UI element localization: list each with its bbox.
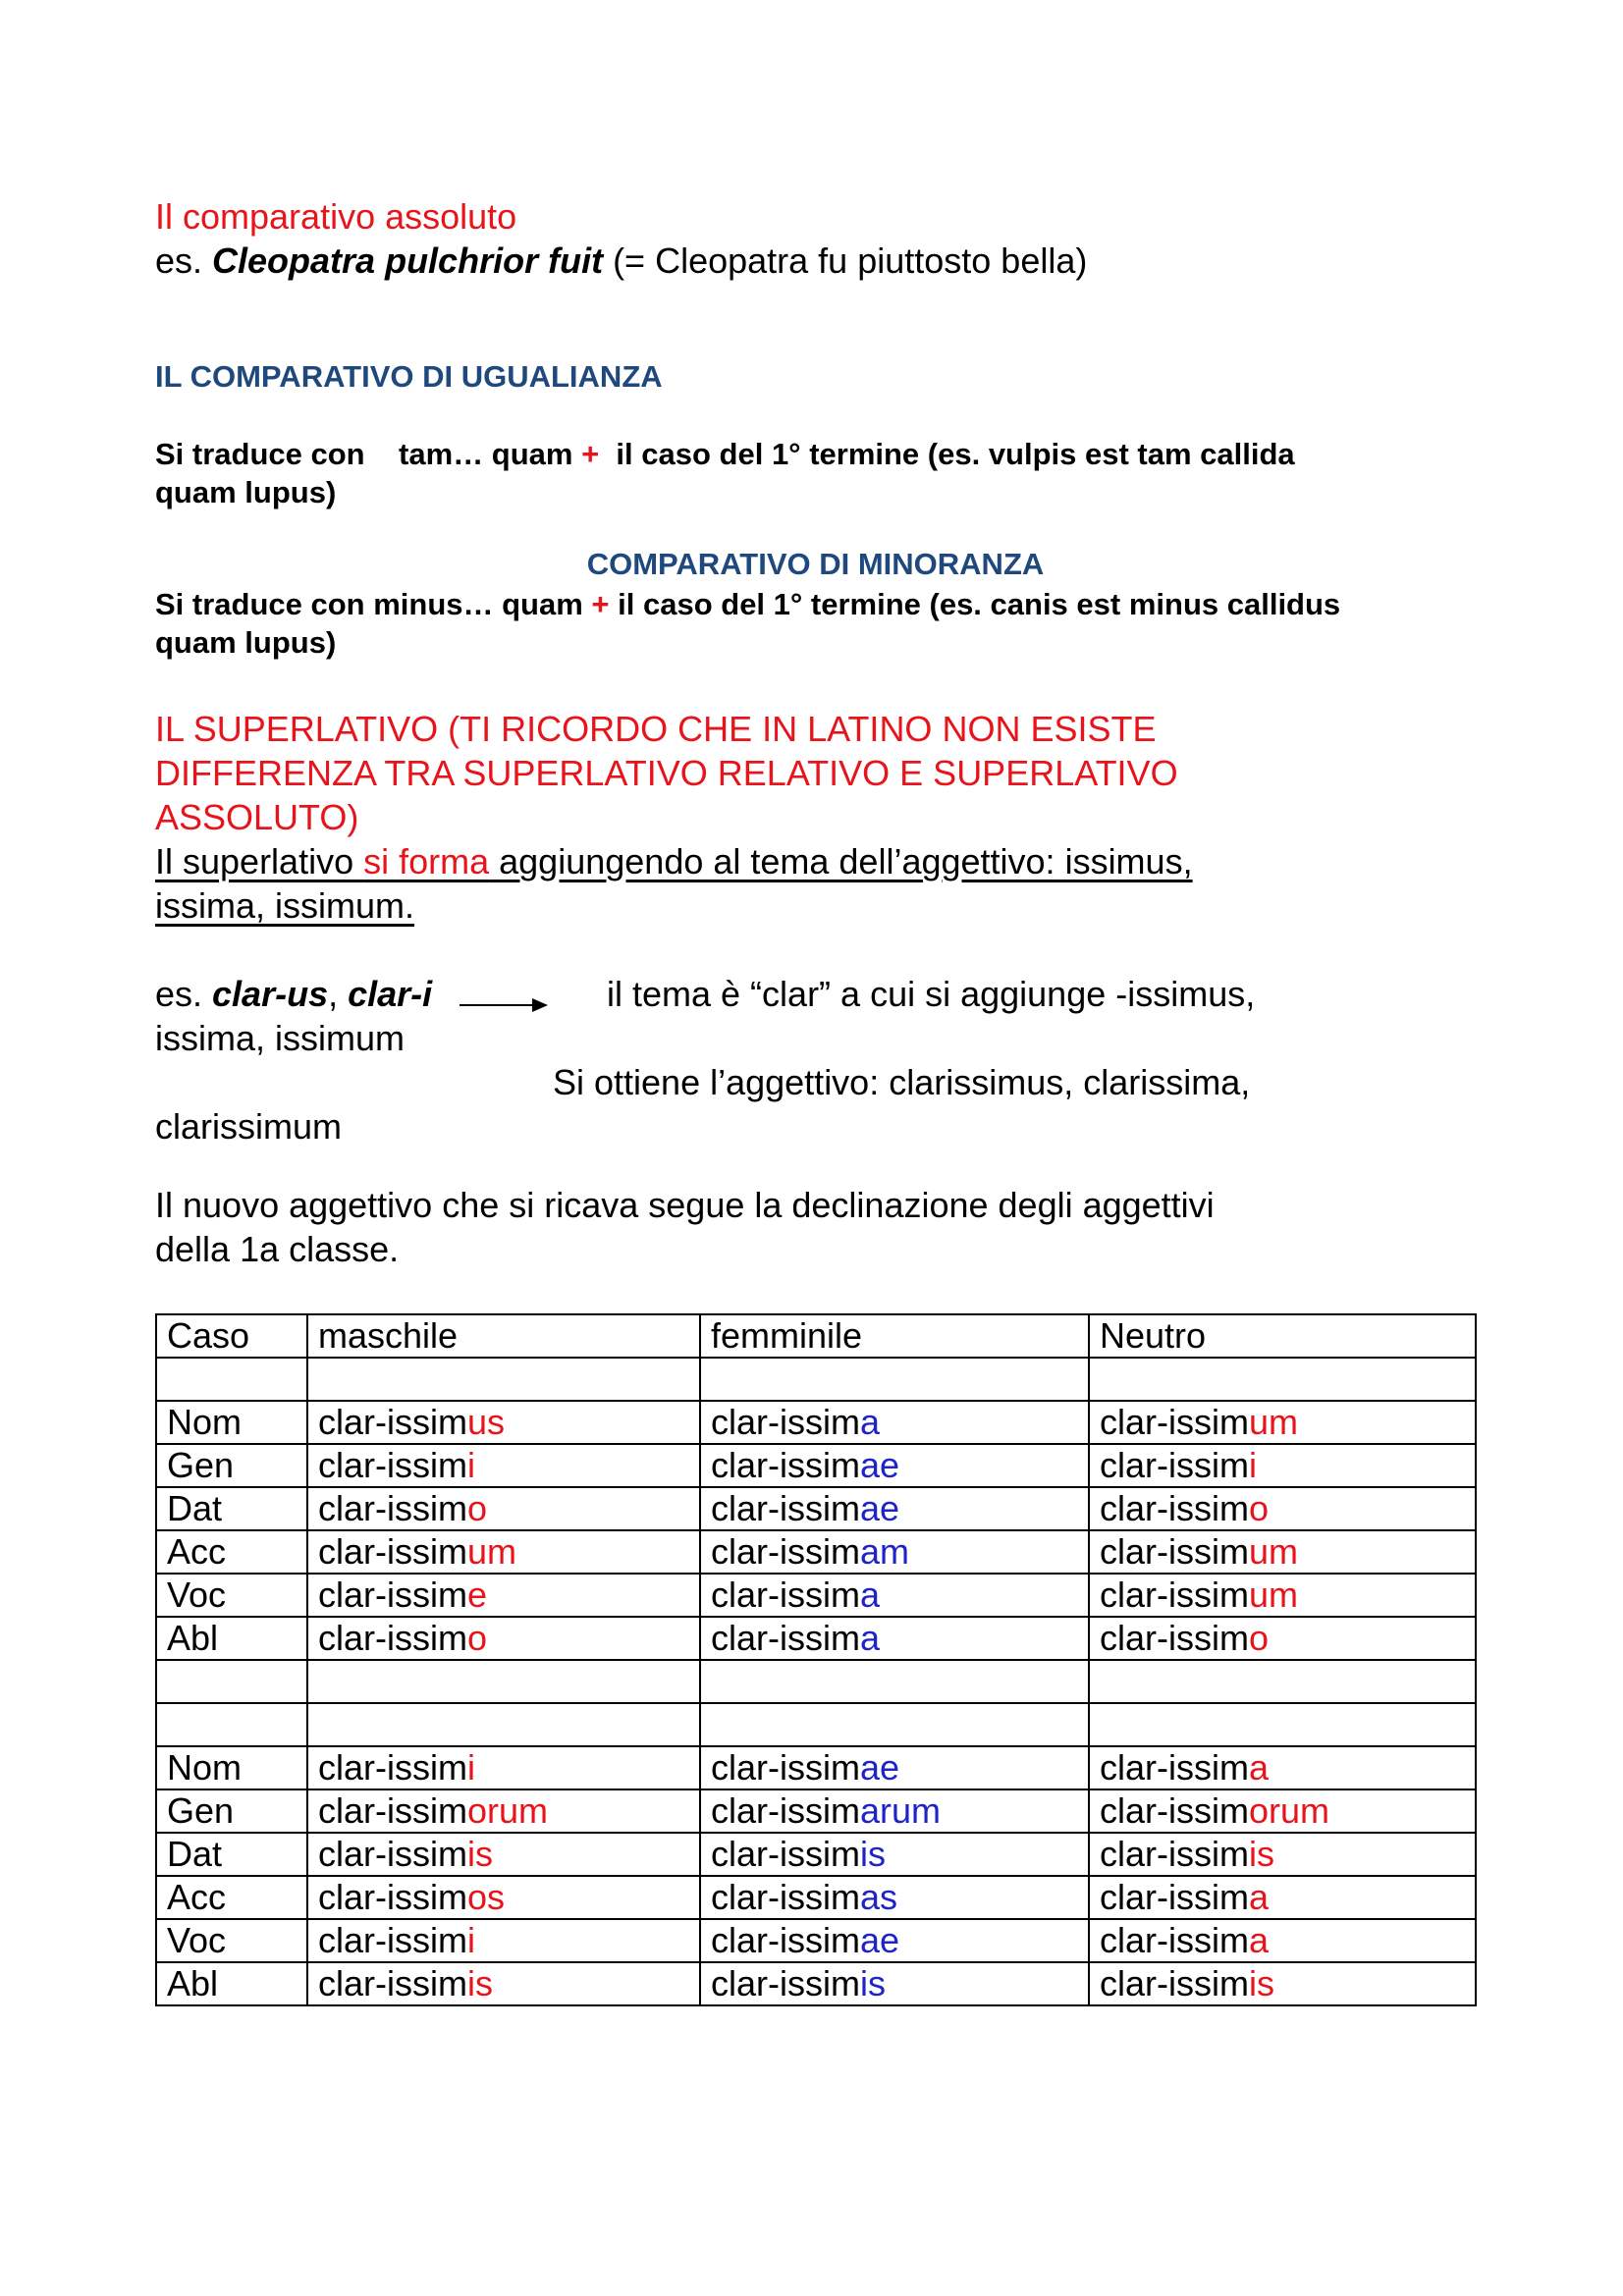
table-cell-form (307, 1487, 700, 1530)
table-row-sing-gen (156, 1444, 1476, 1487)
table-cell-form (307, 1401, 700, 1444)
header-femminile: femminile (700, 1314, 1089, 1358)
table-cell-form (1089, 1530, 1476, 1574)
superlative-result-line2: clarissimum (155, 1106, 343, 1147)
table-cell-empty (307, 1660, 700, 1703)
table-cell-case: Acc (156, 1530, 307, 1574)
table-cell-form (1089, 1487, 1476, 1530)
title-superlativo-line3: ASSOLUTO) (155, 797, 359, 837)
table-cell-case: Abl (156, 1962, 307, 2005)
ending: ae (859, 1445, 900, 1485)
ending: i (1248, 1445, 1257, 1485)
stem: clar-issim (318, 1402, 467, 1442)
table-cell-form (307, 1746, 700, 1789)
highlight-si-forma: si forma (363, 841, 490, 881)
table-row-plur-abl (156, 1962, 1476, 2005)
table-cell-empty (156, 1358, 307, 1401)
table-cell-empty (700, 1660, 1089, 1703)
stem: clar-issim (318, 1445, 467, 1485)
ending: us (466, 1402, 506, 1442)
title-superlativo-line2: DIFFERENZA TRA SUPERLATIVO RELATIVO E SUPERLATIVO (155, 753, 1178, 793)
ending: is (1248, 1963, 1274, 2003)
table-cell-form (1089, 1444, 1476, 1487)
stem: clar-issim (1100, 1445, 1249, 1485)
table-cell-form (700, 1617, 1089, 1660)
header-neutro: Neutro (1089, 1314, 1476, 1358)
stem: clar-issim (318, 1920, 467, 1960)
ending: is (859, 1963, 886, 2003)
table-cell-form (307, 1530, 700, 1574)
table-cell-case: Gen (156, 1789, 307, 1833)
table-cell-form (700, 1919, 1089, 1962)
ending: arum (859, 1790, 942, 1831)
declension-table-body (156, 1314, 1476, 2005)
table-cell-form (307, 1789, 700, 1833)
table-cell-form (700, 1789, 1089, 1833)
table-row-plur-gen (156, 1789, 1476, 1833)
table-cell-form (307, 1574, 700, 1617)
stem: clar-issim (1100, 1531, 1249, 1572)
table-cell-form (307, 1876, 700, 1919)
ending: o (466, 1618, 488, 1658)
ending: is (1248, 1834, 1274, 1874)
stem: clar-issim (318, 1618, 467, 1658)
table-row-empty (156, 1703, 1476, 1746)
stem: clar-issim (1100, 1488, 1249, 1528)
table-cell-form (307, 1833, 700, 1876)
superlative-rule-line1: Il superlativo si forma aggiungendo al tema dell’aggettivo: issimus, (155, 841, 1193, 881)
table-cell-form (700, 1833, 1089, 1876)
stem: clar-issim (318, 1834, 467, 1874)
table-cell-empty (1089, 1660, 1476, 1703)
stem: clar-issim (711, 1920, 860, 1960)
table-cell-form (1089, 1401, 1476, 1444)
stem: clar-issim (711, 1618, 860, 1658)
stem: clar-issim (318, 1531, 467, 1572)
ending: um (1248, 1402, 1298, 1442)
ending: os (466, 1877, 506, 1917)
declension-note-line2: della 1a classe. (155, 1229, 400, 1269)
table-cell-form (700, 1444, 1089, 1487)
superlative-rule-line2: issima, issimum. (155, 885, 415, 926)
declension-table (155, 1313, 1477, 2006)
ending: a (1248, 1920, 1270, 1960)
title-comparativo-minoranza: COMPARATIVO DI MINORANZA (586, 547, 1045, 581)
stem: clar-issim (711, 1747, 860, 1788)
stem: clar-issim (318, 1488, 467, 1528)
table-cell-form (1089, 1919, 1476, 1962)
header-caso: Caso (156, 1314, 307, 1358)
ending: o (1248, 1618, 1270, 1658)
table-row-sing-dat (156, 1487, 1476, 1530)
table-header-row (156, 1314, 1476, 1358)
table-row-sing-nom (156, 1401, 1476, 1444)
table-cell-form (1089, 1574, 1476, 1617)
ending: o (466, 1488, 488, 1528)
stem: clar-issim (1100, 1790, 1249, 1831)
table-cell-case: Dat (156, 1833, 307, 1876)
superlative-example-text: il tema è “clar” a cui si aggiunge -issimus, (607, 974, 1256, 1014)
table-cell-form (1089, 1789, 1476, 1833)
stem: clar-issim (711, 1834, 860, 1874)
stem: clar-issim (318, 1877, 467, 1917)
ending: um (1248, 1531, 1298, 1572)
table-cell-case: Abl (156, 1617, 307, 1660)
table-cell-empty (156, 1660, 307, 1703)
table-row-plur-dat (156, 1833, 1476, 1876)
table-cell-form (700, 1746, 1089, 1789)
ending: ae (859, 1747, 900, 1788)
latin-example: Cleopatra pulchrior fuit (212, 240, 604, 281)
table-cell-form (700, 1487, 1089, 1530)
minority-rule-line2: quam lupus) (155, 625, 337, 660)
table-row-empty (156, 1358, 1476, 1401)
table-row-sing-acc (156, 1530, 1476, 1574)
example-comparativo-assoluto: es. Cleopatra pulchrior fuit (= Cleopatra fu piuttosto bella) (155, 240, 1088, 281)
stem: clar-issim (1100, 1920, 1249, 1960)
ending: ae (859, 1920, 900, 1960)
table-cell-case: Nom (156, 1401, 307, 1444)
arrow-right-icon (460, 995, 548, 1015)
ending: am (859, 1531, 909, 1572)
stem: clar-issim (1100, 1877, 1249, 1917)
title-superlativo-line1: IL SUPERLATIVO (TI RICORDO CHE IN LATINO NON ESISTE (155, 709, 1157, 749)
stem: clar-issim (711, 1445, 860, 1485)
ending: o (1248, 1488, 1270, 1528)
table-cell-case: Dat (156, 1487, 307, 1530)
ending: is (466, 1834, 493, 1874)
ending: um (466, 1531, 516, 1572)
table-row-sing-abl (156, 1617, 1476, 1660)
table-cell-empty (700, 1703, 1089, 1746)
stem: clar-issim (1100, 1575, 1249, 1615)
table-cell-case: Nom (156, 1746, 307, 1789)
table-cell-form (1089, 1833, 1476, 1876)
table-row-sing-voc (156, 1574, 1476, 1617)
table-cell-form (1089, 1617, 1476, 1660)
ending: as (859, 1877, 898, 1917)
table-row-plur-nom (156, 1746, 1476, 1789)
equality-rule-line1: Si traduce con tam… quam + il caso del 1° termine (es. vulpis est tam callida (155, 437, 1295, 471)
table-cell-empty (700, 1358, 1089, 1401)
declension-note-line1: Il nuovo aggettivo che si ricava segue la declinazione degli aggettivi (155, 1185, 1215, 1225)
stem: clar-issim (711, 1575, 860, 1615)
ending: is (859, 1834, 886, 1874)
table-cell-form (700, 1401, 1089, 1444)
ending: i (466, 1920, 475, 1960)
ending: orum (466, 1790, 549, 1831)
table-cell-form (307, 1617, 700, 1660)
table-cell-empty (307, 1358, 700, 1401)
ending: is (466, 1963, 493, 2003)
table-cell-empty (156, 1703, 307, 1746)
stem: clar-issim (1100, 1402, 1249, 1442)
superlative-example-line2: issima, issimum (155, 1018, 406, 1058)
plus-sign: + (591, 587, 610, 621)
ending: ae (859, 1488, 900, 1528)
table-cell-form (1089, 1746, 1476, 1789)
table-row-plur-acc (156, 1876, 1476, 1919)
stem: clar-issim (1100, 1618, 1249, 1658)
table-cell-case: Gen (156, 1444, 307, 1487)
table-cell-case: Voc (156, 1919, 307, 1962)
stem: clar-issim (1100, 1834, 1249, 1874)
stem: clar-issim (318, 1575, 467, 1615)
superlative-result-line1: Si ottiene l’aggettivo: clarissimus, clarissima, (553, 1062, 1251, 1102)
table-cell-empty (1089, 1703, 1476, 1746)
stem: clar-issim (711, 1963, 860, 2003)
table-cell-form (307, 1919, 700, 1962)
ending: e (466, 1575, 488, 1615)
ending: a (859, 1402, 881, 1442)
stem: clar-issim (1100, 1747, 1249, 1788)
table-cell-form (700, 1530, 1089, 1574)
superlative-example-line1: es. clar-us, clar-i (155, 974, 433, 1014)
table-cell-case: Voc (156, 1574, 307, 1617)
title-comparativo-assoluto: Il comparativo assoluto (155, 196, 517, 237)
ending: i (466, 1747, 475, 1788)
stem: clar-issim (711, 1790, 860, 1831)
ending: orum (1248, 1790, 1330, 1831)
ending: a (859, 1618, 881, 1658)
table-row-plur-voc (156, 1919, 1476, 1962)
ending: i (466, 1445, 475, 1485)
minority-rule-line1: Si traduce con minus… quam + il caso del 1° termine (es. canis est minus callidus (155, 587, 1341, 621)
ending: a (1248, 1877, 1270, 1917)
table-cell-form (307, 1962, 700, 2005)
stem: clar-issim (711, 1488, 860, 1528)
stem: clar-issim (318, 1963, 467, 2003)
ending: a (859, 1575, 881, 1615)
stem: clar-issim (1100, 1963, 1249, 2003)
title-comparativo-uguaglianza: IL COMPARATIVO DI UGUALIANZA (155, 359, 663, 394)
table-cell-form (1089, 1962, 1476, 2005)
table-cell-case: Acc (156, 1876, 307, 1919)
header-maschile: maschile (307, 1314, 700, 1358)
table-cell-form (1089, 1876, 1476, 1919)
ending: a (1248, 1747, 1270, 1788)
table-cell-empty (307, 1703, 700, 1746)
table-cell-empty (1089, 1358, 1476, 1401)
stem: clar-issim (318, 1747, 467, 1788)
stem: clar-issim (711, 1531, 860, 1572)
table-cell-form (700, 1876, 1089, 1919)
plus-sign: + (581, 437, 600, 471)
table-row-empty (156, 1660, 1476, 1703)
equality-rule-line2: quam lupus) (155, 475, 337, 509)
stem: clar-issim (711, 1877, 860, 1917)
stem: clar-issim (711, 1402, 860, 1442)
table-cell-form (307, 1444, 700, 1487)
ending: um (1248, 1575, 1298, 1615)
table-cell-form (700, 1574, 1089, 1617)
stem: clar-issim (318, 1790, 467, 1831)
table-cell-form (700, 1962, 1089, 2005)
